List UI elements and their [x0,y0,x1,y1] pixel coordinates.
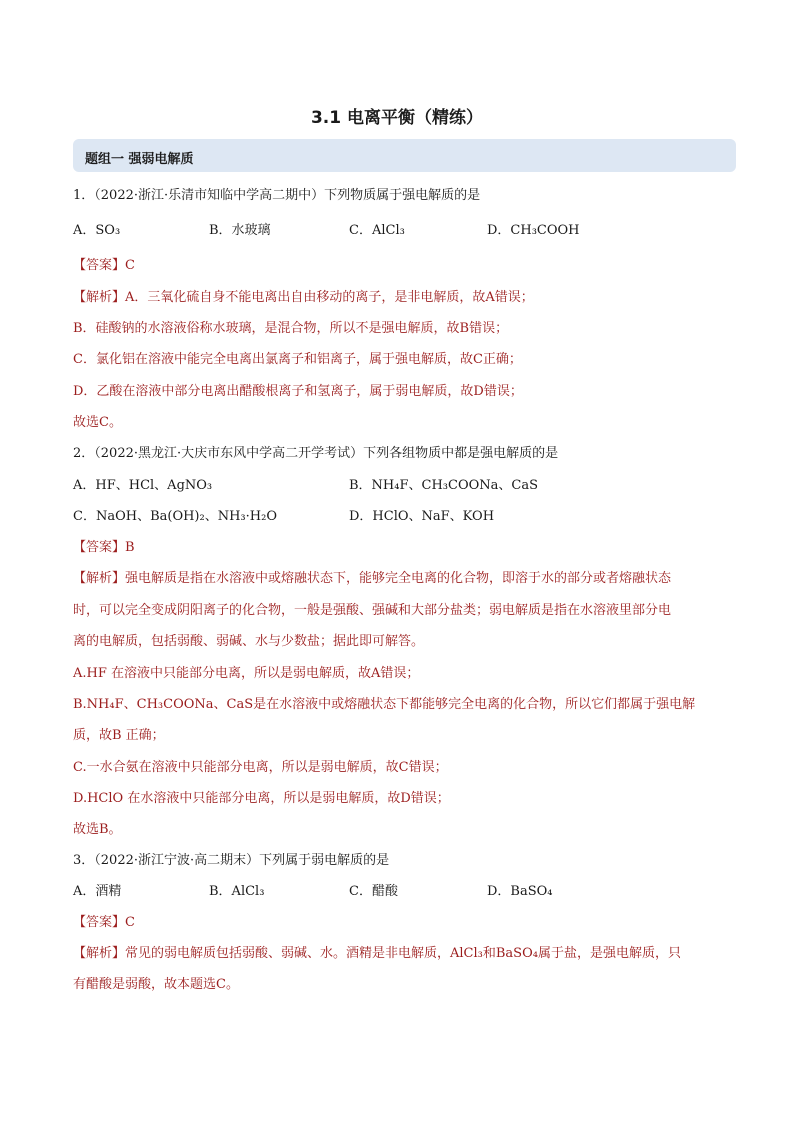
q2-analysis-line: C.一水合氨在溶液中只能部分电离，所以是弱电解质，故C错误； [73,760,448,775]
q3-option-b: B．AlCl₃ [209,884,265,899]
q3-answer-value: C [125,915,135,930]
q1-option-a: A．SO₃ [73,223,121,238]
q1-option-b: B．水玻璃 [209,223,271,238]
q2-option-b: B．NH₄F、CH₃COONa、CaS [349,478,538,493]
q3-analysis-label: 【解析】 [73,946,126,961]
q3-answer-label: 【答案】 [73,915,126,930]
q2-analysis-line: D.HClO 在水溶液中只能部分电离，所以是弱电解质，故D错误； [73,791,450,806]
q2-analysis-text: 强电解质是指在水溶液中或熔融状态下，能够完全电离的化合物，即溶于水的部分或者熔融状态 [125,571,672,586]
q2-answer-value: B [125,540,135,555]
q1-answer-label: 【答案】 [73,258,126,273]
q1-analysis-line [73,290,738,306]
q1-option-d: D．CH₃COOH [487,223,580,238]
q1-answer-value: C [125,258,135,273]
question-3-stem: 3．（2022·浙江宁波·高二期末）下列属于弱电解质的是 [73,853,390,868]
q3-option-d: D．BaSO₄ [487,884,553,899]
q3-option-a: A．酒精 [73,884,122,899]
q1-analysis-line: D．乙酸在溶液中部分电离出醋酸根离子和氢离子，属于弱电解质，故D错误； [73,384,523,399]
q2-option-a: A．HF、HCl、AgNO₃ [73,478,213,493]
q1-analysis-label: 【解析】 [73,290,126,305]
q2-analysis-line: A.HF 在溶液中只能部分电离，所以是弱电解质，故A错误； [73,666,420,681]
q2-analysis-line: 故选B。 [73,822,122,837]
q2-option-c: C．NaOH、Ba(OH)₂、NH₃·H₂O [73,509,277,524]
q1-analysis-line: C．氯化铝在溶液中能完全电离出氯离子和铝离子，属于强电解质，故C正确； [73,352,522,367]
q3-analysis-line: 有醋酸是弱酸，故本题选C。 [73,977,239,992]
q3-analysis-line [73,946,738,962]
q1-analysis-line: B．硅酸钠的水溶液俗称水玻璃，是混合物，所以不是强电解质，故B错误； [73,321,509,336]
question-1-stem: 1．（2022·浙江·乐清市知临中学高二期中）下列物质属于强电解质的是 [73,188,481,203]
q1-option-c: C．AlCl₃ [349,223,405,238]
q2-analysis-line: 时，可以完全变成阴阳离子的化合物，一般是强酸、强碱和大部分盐类；弱电解质是指在水溶液里部分电 [73,603,672,618]
group-title: 题组一 强弱电解质 [85,152,194,167]
q2-analysis-line: B.NH₄F、CH₃COONa、CaS是在水溶液中或熔融状态下都能够完全电离的化合物，所以它们都属于强电解 [73,697,696,712]
q3-analysis-text: 常见的弱电解质包括弱酸、弱碱、水。酒精是非电解质，AlCl₃和BaSO₄属于盐，是强电解质，只 [125,946,681,961]
q2-analysis-line: 质，故B 正确； [73,728,165,743]
q2-analysis-line [73,571,738,587]
q3-answer [73,915,738,931]
q2-answer [73,540,738,556]
q2-answer-label: 【答案】 [73,540,126,555]
page-title: 3.1 电离平衡（精练） [310,108,484,128]
group-header [73,139,736,172]
q1-analysis-line: 故选C。 [73,415,122,430]
q2-analysis-label: 【解析】 [73,571,126,586]
q3-option-c: C．醋酸 [349,884,398,899]
q2-option-d: D．HClO、NaF、KOH [349,509,495,524]
q1-analysis-text: A．三氧化硫自身不能电离出自由移动的离子，是非电解质，故A错误； [125,290,534,305]
q1-answer [73,258,738,274]
question-2-stem: 2．（2022·黑龙江·大庆市东风中学高二开学考试）下列各组物质中都是强电解质的是 [73,446,559,461]
q2-analysis-line: 离的电解质，包括弱酸、弱碱、水与少数盐；据此即可解答。 [73,634,425,649]
